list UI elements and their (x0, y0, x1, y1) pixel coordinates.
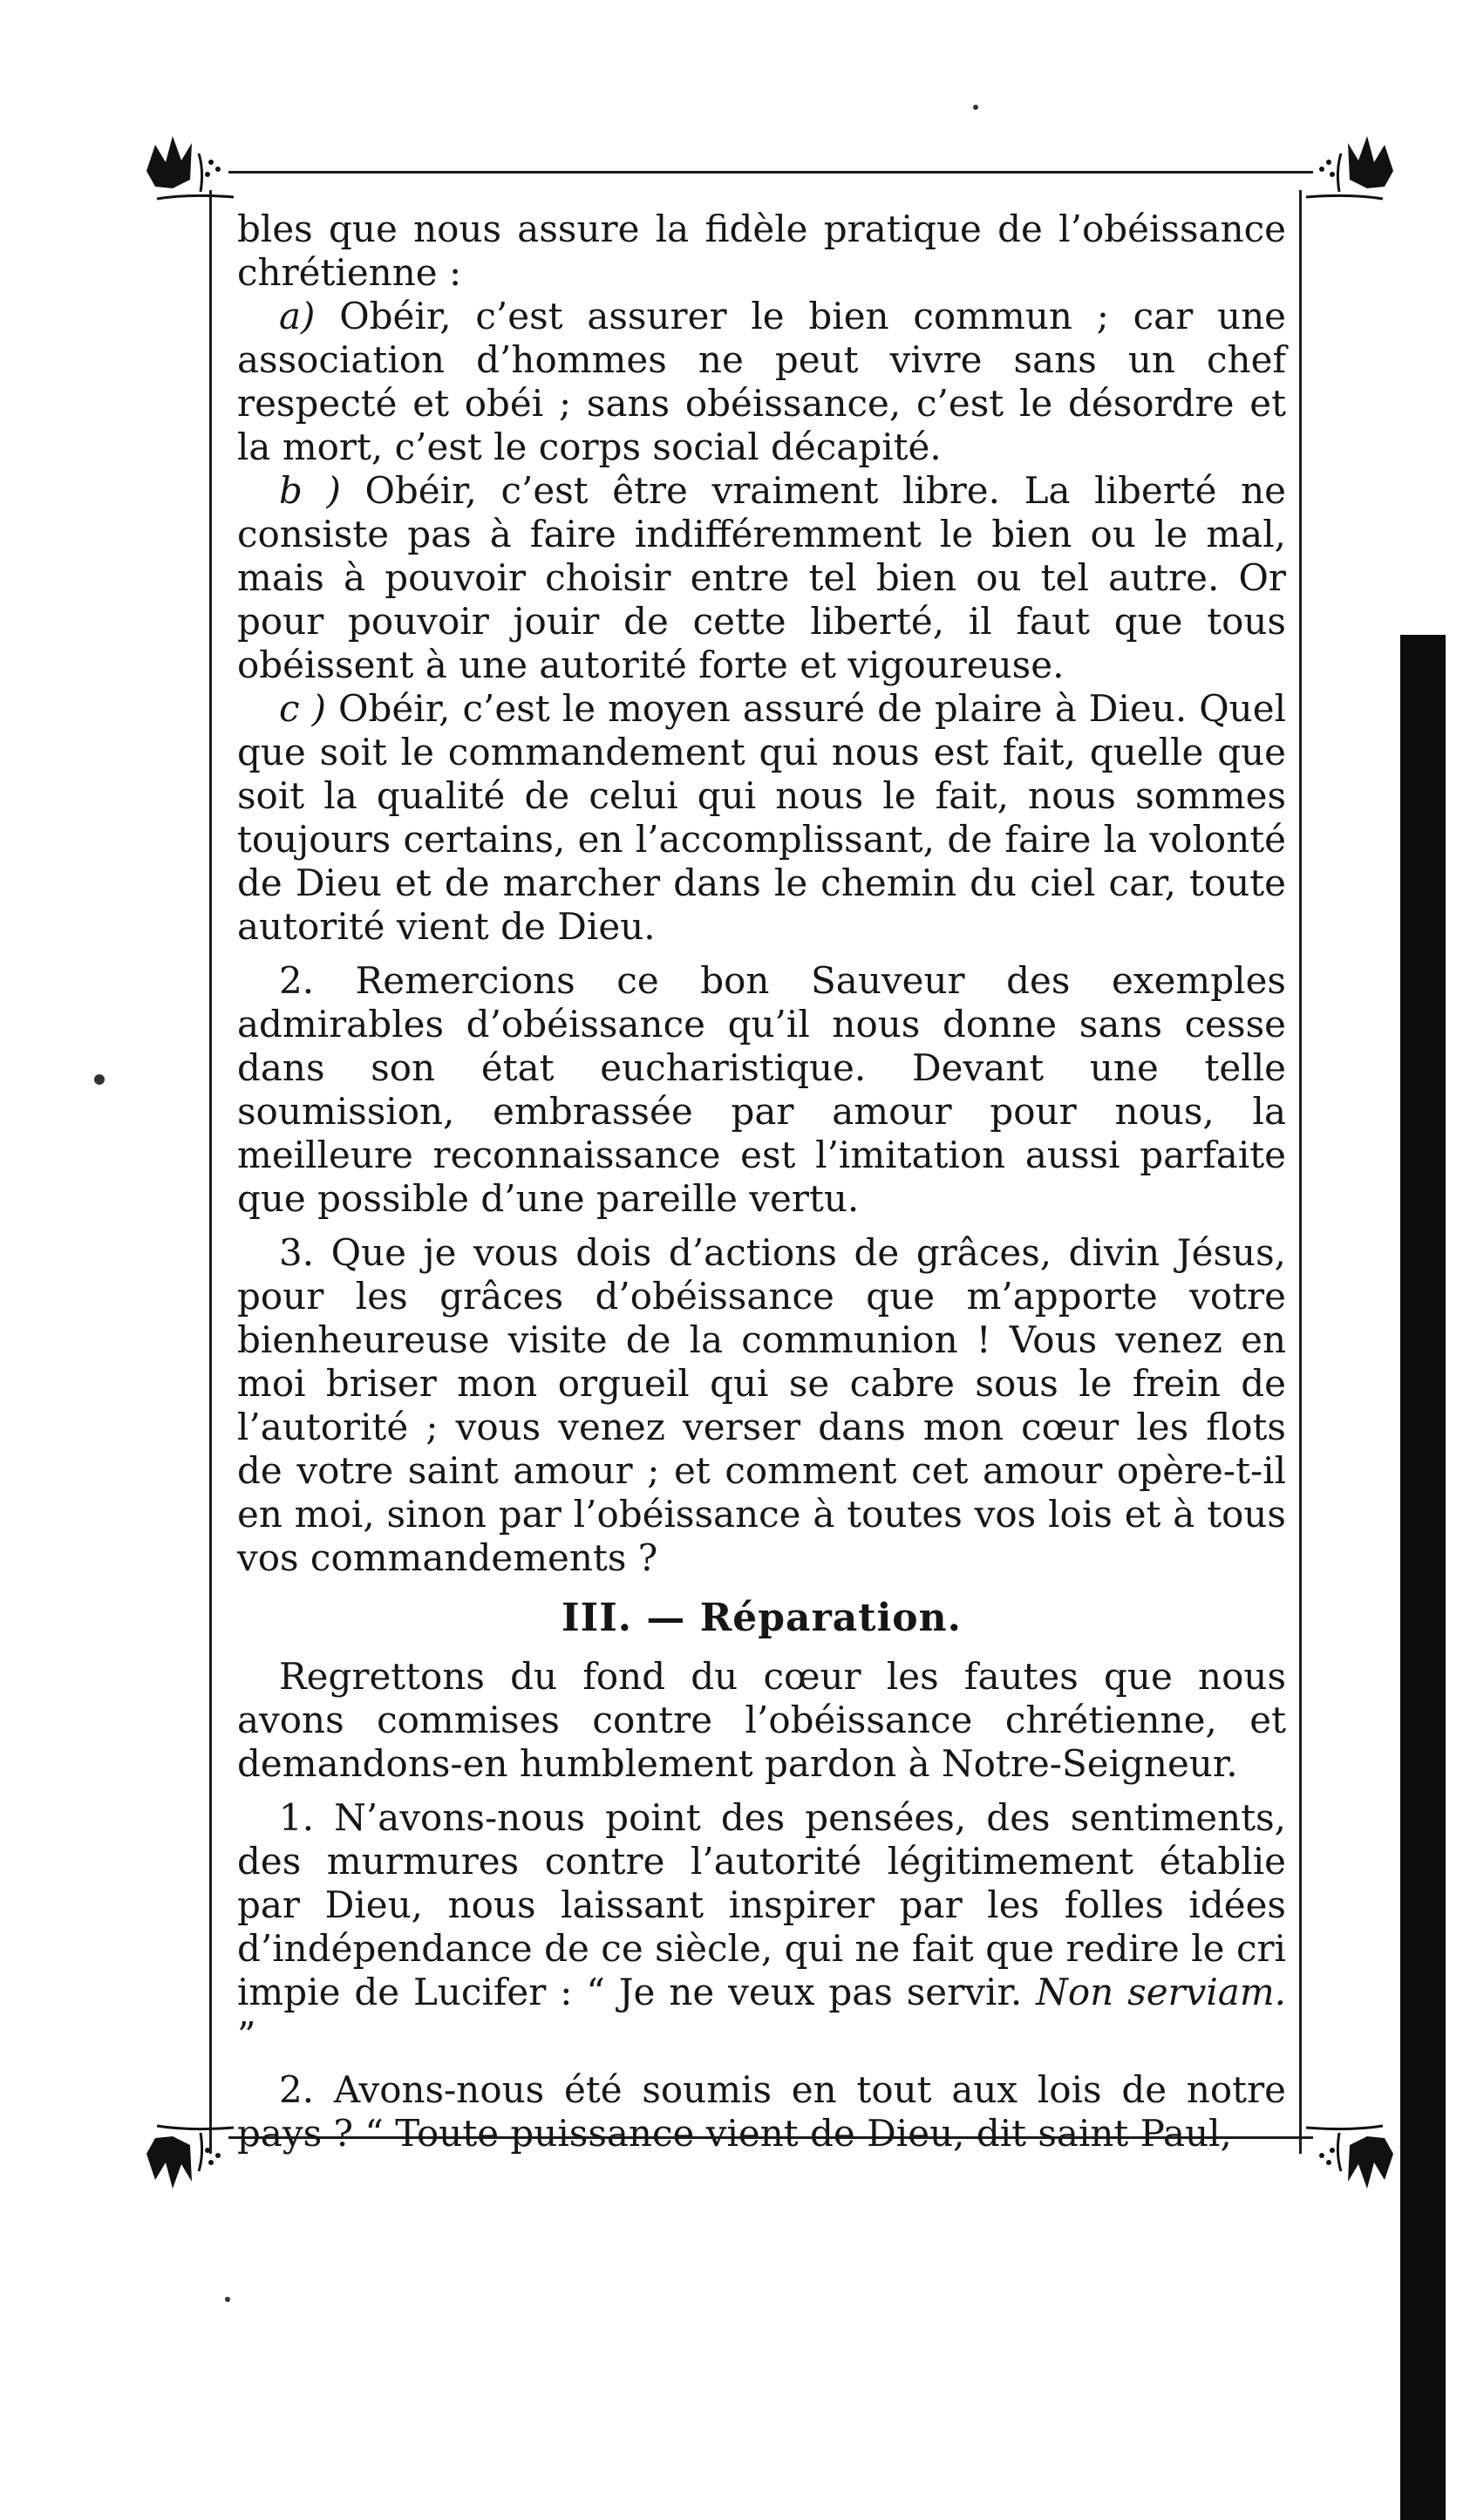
scan-speck (973, 105, 978, 110)
paragraph-reparation-1 (237, 1796, 1286, 2058)
frame-left-rule (209, 190, 212, 2154)
paragraph-intro: bles que nous assure la fidèle pratique de l’obéissance chrétienne : (237, 208, 1286, 294)
item-text-a: Obéir, c’est assurer le bien commun ; car une association d’hommes ne peut vivre sans un chef respecté et obéi ; sans obéissance, c’est le désordre et la mort, c’est le corps social décapité. (237, 295, 1286, 468)
vine-leaf-ornament-icon (1289, 2110, 1402, 2206)
item-label-a: a) (279, 295, 316, 337)
paragraph-reparation-2: 2. Avons-nous été soumis en tout aux lois de notre pays ? “ Toute puissance vient de Dieu, dit saint Paul, (237, 2068, 1286, 2155)
item-label-c: c ) (279, 687, 326, 730)
scan-speck (225, 2297, 230, 2302)
vine-leaf-ornament-icon (138, 119, 251, 215)
paragraph-c (237, 687, 1286, 949)
rep-1-latin: Non serviam. (1036, 1971, 1287, 2013)
section-heading: III. — Réparation. (561, 1596, 962, 1640)
scan-speck (94, 1074, 105, 1085)
rep-1-end: ” (237, 2014, 256, 2057)
item-text-c: Obéir, c’est le moyen assuré de plaire à Dieu. Quel que soit le commandement qui nous est fait, quelle que soit la qualité de celui qui nous le fait, nous sommes toujours certains, en l’accomplissant, de faire la volonté de Dieu et de marcher dans le chemin du ciel car, toute autorité vient de Dieu. (237, 687, 1287, 948)
paragraph-3: 3. Que je vous dois d’actions de grâces, divin Jésus, pour les grâces d’obéissance que m’apporte votre bienheureuse visite de la communion ! Vous venez en moi briser mon orgueil qui se cabre sous le frein de l’autorité ; vous venez verser dans mon cœur les flots de votre saint amour ; et comment cet amour opère-t-il en moi, sinon par l’obéissance à toutes vos lois et à tous vos commandements ? (237, 1231, 1286, 1579)
item-label-b: b ) (279, 469, 341, 512)
vine-leaf-ornament-icon (138, 2110, 251, 2206)
frame-right-rule (1299, 190, 1302, 2154)
frame-top-rule (228, 171, 1313, 174)
scan-edge-shadow (1400, 635, 1446, 2520)
paragraph-reparation-intro: Regrettons du fond du cœur les fautes que nous avons commises contre l’obéissance chrétienne, et demandons-en humblement pardon à Notre-Seigneur. (237, 1655, 1286, 1785)
paragraph-b (237, 469, 1286, 687)
paragraph-2: 2. Remercions ce bon Sauveur des exemples admirables d’obéissance qu’il nous donne sans cesse dans son état eucharistique. Devant une telle soumission, embrassée par amour pour nous, la meilleure reconnaissance est l’imitation aussi parfaite que possible d’une pareille vertu. (237, 959, 1286, 1220)
paragraph-a (237, 295, 1286, 469)
page-text (237, 208, 1286, 2156)
vine-leaf-ornament-icon (1289, 119, 1402, 215)
item-text-b: Obéir, c’est être vraiment libre. La liberté ne consiste pas à faire indifféremment le bien ou le mal, mais à pouvoir choisir entre tel bien ou tel autre. Or pour pouvoir jouir de cette liberté, il faut que tous obéissent à une autorité forte et vigoureuse. (237, 469, 1287, 686)
rep-1-text: 1. N’avons-nous point des pensées, des sentiments, des murmures contre l’autorité légitimement établie par Dieu, nous laissant inspirer par les folles idées d’indépendance de ce siècle, qui ne fait que redire le cri impie de Lucifer : “ Je ne veux pas servir. (237, 1796, 1286, 2013)
